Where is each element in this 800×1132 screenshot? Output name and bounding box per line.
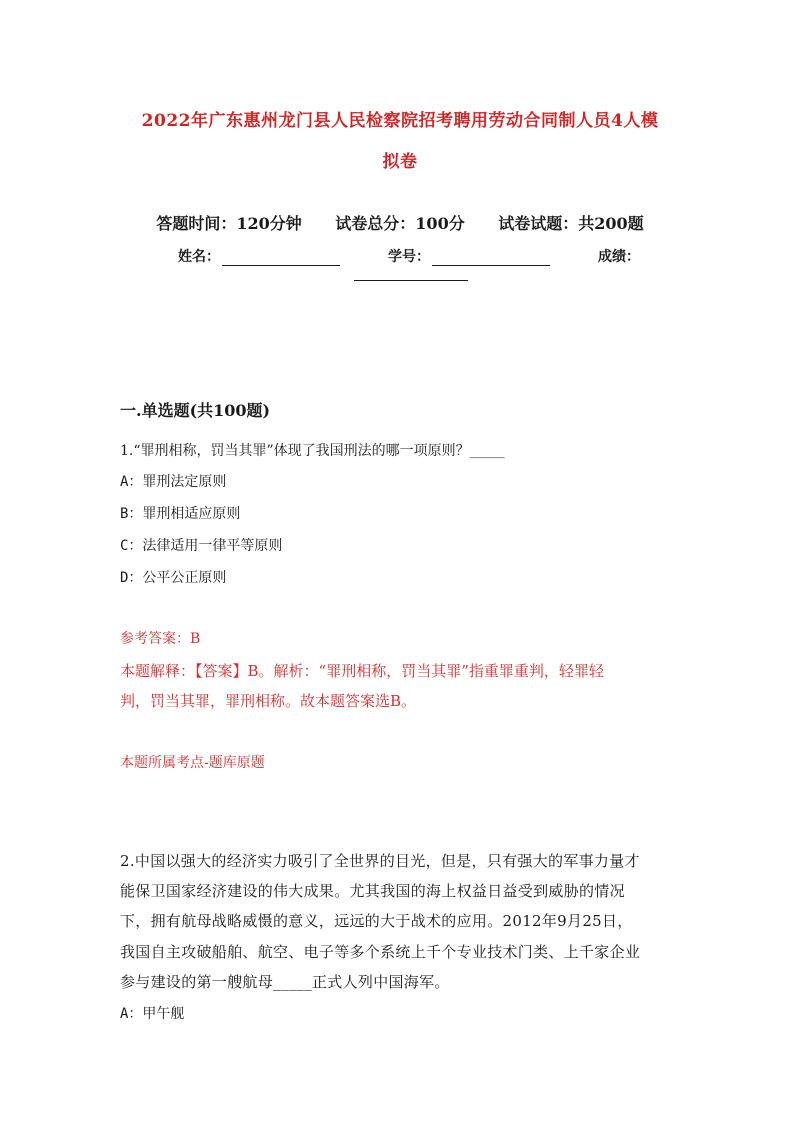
name-blank	[222, 251, 340, 266]
question2-option-a: A：甲午舰	[120, 1006, 185, 1022]
score-label: 成绩：	[598, 249, 640, 265]
name-label: 姓名：	[178, 249, 220, 265]
exam-time: 答题时间：120分钟	[156, 214, 302, 233]
question2-line2: 能保卫国家经济建设的伟大成果。尤其我国的海上权益日益受到威胁的情况	[120, 882, 625, 900]
question2-line5: 参与建设的第一艘航母_____正式人列中国海军。	[120, 973, 450, 991]
exam-meta	[0, 211, 800, 234]
id-label: 学号：	[388, 249, 430, 265]
question1-topic: 本题所属考点-题库原题	[120, 755, 265, 771]
score-field	[598, 246, 640, 266]
question1-option-c: C：法律适用一律平等原则	[120, 538, 283, 554]
exam-title-line1: 2022年广东惠州龙门县人民检察院招考聘用劳动合同制人员4人模	[141, 111, 659, 131]
question1-option-a: A：罪刑法定原则	[120, 474, 227, 490]
question2-line3: 下，拥有航母战略威慑的意义，远远的大于战术的应用。2012年9月25日，	[120, 912, 633, 930]
section-title: 一.单选题(共100题)	[120, 401, 271, 420]
question2-line1: 2.中国以强大的经济实力吸引了全世界的目光，但是，只有强大的军事力量才	[120, 852, 640, 870]
question1-option-d: D：公平公正原则	[120, 570, 227, 586]
question1-explanation-line1: 本题解释：【答案】B。解析：“罪刑相称，罚当其罪”指重罪重判，轻罪轻	[120, 662, 604, 680]
question1-explanation-line2: 判，罚当其罪，罪刑相称。故本题答案选B。	[120, 692, 417, 710]
question2-line4: 我国自主攻破船舶、航空、电子等多个系统上千个专业技术门类、上千家企业	[120, 943, 641, 961]
question1-answer: 参考答案：B	[120, 631, 201, 647]
exam-title-line2: 拟卷	[382, 152, 418, 172]
score-blank	[354, 260, 468, 281]
question1-text: 1.“罪刑相称，罚当其罪”体现了我国刑法的哪一项原则？_____	[120, 443, 505, 459]
question1-option-b: B：罪刑相适应原则	[120, 506, 241, 522]
exam-total-score: 试卷总分：100分	[335, 214, 465, 233]
name-field	[178, 246, 340, 266]
exam-total-questions: 试卷试题：共200题	[498, 214, 644, 233]
